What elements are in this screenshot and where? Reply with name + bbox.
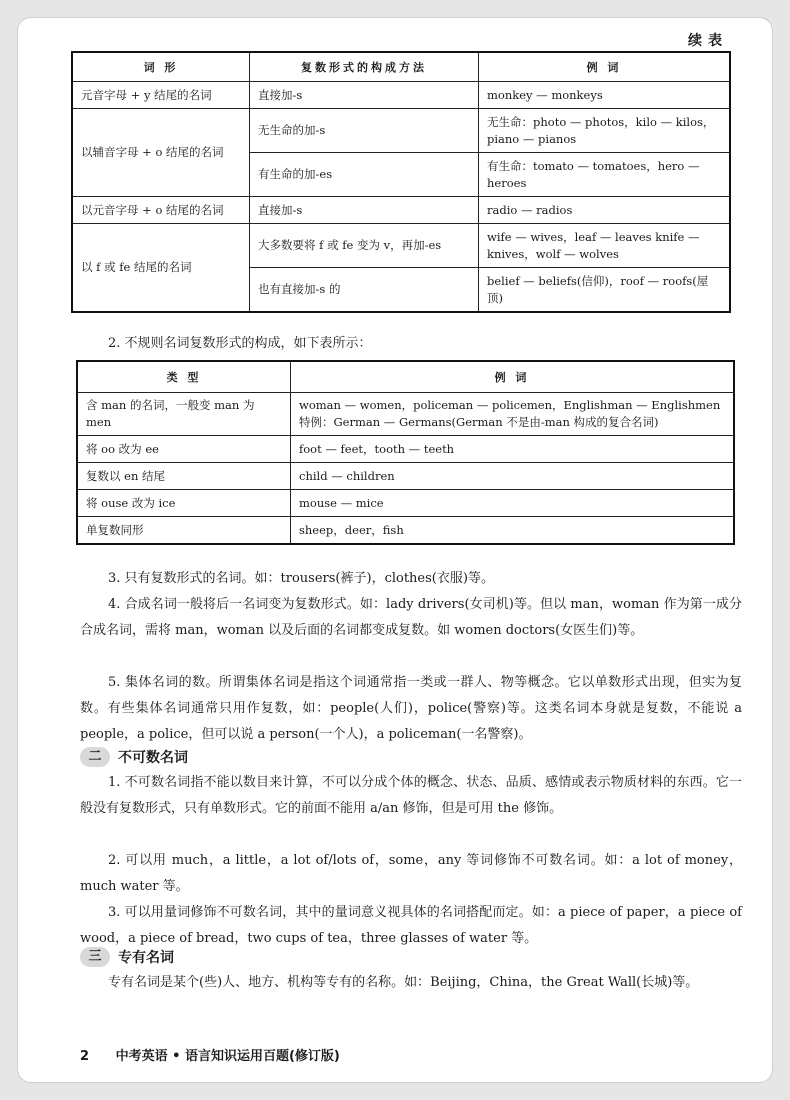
col-header-type: 类 型 <box>77 361 291 393</box>
page <box>17 17 773 1083</box>
table-row <box>77 490 734 517</box>
section-title: 专有名词 <box>118 950 174 966</box>
col-header-example: 例 词 <box>291 361 735 393</box>
type-cell: 将 oo 改为 ee <box>77 436 291 463</box>
method-cell: 直接加-s <box>250 82 479 109</box>
uncountable-paragraph-3: 3. 可以用量词修饰不可数名词，其中的量词意义视具体的名词搭配而定。如：a piece of paper，a piece of wood，a piece of bread，two cups of tea，three glasses of water 等。 <box>80 905 742 946</box>
plural-rules-table <box>71 51 731 313</box>
method-cell: 无生命的加-s <box>250 109 479 153</box>
table-row <box>72 109 730 153</box>
paragraph-3: 3. 只有复数形式的名词。如：trousers(裤子)，clothes(衣服)等。 <box>108 571 494 586</box>
uncountable-paragraph-2: 2. 可以用 much，a little，a lot of/lots of，some，any 等词修饰不可数名词。如：a lot of money，much water 等。 <box>80 853 742 894</box>
uncountable-paragraph-1: 1. 不可数名词指不能以数目来计算，不可以分成个体的概念、状态、品质、感情或表示物质材料的东西。它一般没有复数形式，只有单数形式。它的前面不能用 a/an 修饰，但是可用 the 修饰。 <box>80 775 742 816</box>
page-number: 2 <box>80 1049 90 1064</box>
paragraph-2: 2. 不规则名词复数形式的构成，如下表所示： <box>108 336 372 351</box>
table-row <box>77 393 734 436</box>
example-cell: 有生命：tomato — tomatoes，hero — heroes <box>479 153 731 197</box>
method-cell: 也有直接加-s 的 <box>250 268 479 313</box>
col-header-method: 复数形式的构成方法 <box>250 52 479 82</box>
table-row <box>77 517 734 545</box>
example-cell: foot — feet，tooth — teeth <box>291 436 735 463</box>
form-cell: 以辅音字母 + o 结尾的名词 <box>72 109 250 197</box>
paragraph-5: 5. 集体名词的数。所谓集体名词是指这个词通常指一类或一群人、物等概念。它以单数形式出现，但实为复数。有些集体名词通常只用作复数，如：people(人们)，police(警察)等。这类名词本身就是复数，不能说 a people，a police，但可以说 a person(一个人)，a policeman(一名警察)。 <box>80 675 742 742</box>
type-cell: 含 man 的名词，一般变 man 为 men <box>77 393 291 436</box>
irregular-plurals-table <box>76 360 735 545</box>
example-cell: sheep，deer，fish <box>291 517 735 545</box>
col-header-example: 例 词 <box>479 52 731 82</box>
section-number-badge: 三 <box>80 947 110 967</box>
col-header-form: 词 形 <box>72 52 250 82</box>
form-cell: 以 f 或 fe 结尾的名词 <box>72 224 250 313</box>
form-cell: 以元音字母 + o 结尾的名词 <box>72 197 250 224</box>
example-cell: mouse — mice <box>291 490 735 517</box>
table-row <box>77 463 734 490</box>
book-title: 中考英语 • 语言知识运用百题(修订版) <box>115 1049 340 1064</box>
continued-label: 续表 <box>688 33 728 49</box>
table-row <box>72 224 730 268</box>
table-row <box>72 82 730 109</box>
type-cell: 单复数同形 <box>77 517 291 545</box>
example-cell: monkey — monkeys <box>479 82 731 109</box>
paragraph-4: 4. 合成名词一般将后一名词变为复数形式。如：lady drivers(女司机)等。但以 man，woman 作为第一成分合成名词，需将 man，woman 以及后面的名词都变成复数。如 women doctors(女医生们)等。 <box>80 597 742 638</box>
section-heading-proper <box>80 947 174 967</box>
method-cell: 直接加-s <box>250 197 479 224</box>
type-cell: 复数以 en 结尾 <box>77 463 291 490</box>
example-cell: radio — radios <box>479 197 731 224</box>
section-number-badge: 二 <box>80 747 110 767</box>
example-cell: 无生命：photo — photos，kilo — kilos，piano — pianos <box>479 109 731 153</box>
table-row <box>77 436 734 463</box>
proper-noun-paragraph: 专有名词是某个(些)人、地方、机构等专有的名称。如：Beijing，China，the Great Wall(长城)等。 <box>108 975 699 990</box>
example-cell: child — children <box>291 463 735 490</box>
table-row <box>72 197 730 224</box>
method-cell: 大多数要将 f 或 fe 变为 v，再加-es <box>250 224 479 268</box>
method-cell: 有生命的加-es <box>250 153 479 197</box>
form-cell: 元音字母 + y 结尾的名词 <box>72 82 250 109</box>
example-line: woman — women，policeman — policemen，Englishman — Englishmen <box>299 398 721 412</box>
section-title: 不可数名词 <box>118 750 188 766</box>
type-cell: 将 ouse 改为 ice <box>77 490 291 517</box>
table-header-row <box>77 361 734 393</box>
page-footer <box>80 1045 340 1064</box>
table-header-row <box>72 52 730 82</box>
section-heading-uncountable <box>80 747 188 767</box>
exception-line: 特例：German — Germans(German 不是由-man 构成的复合名词) <box>299 415 659 429</box>
example-cell <box>291 393 735 436</box>
example-cell: wife — wives，leaf — leaves knife — knives，wolf — wolves <box>479 224 731 268</box>
example-cell: belief — beliefs(信仰)，roof — roofs(屋顶) <box>479 268 731 313</box>
